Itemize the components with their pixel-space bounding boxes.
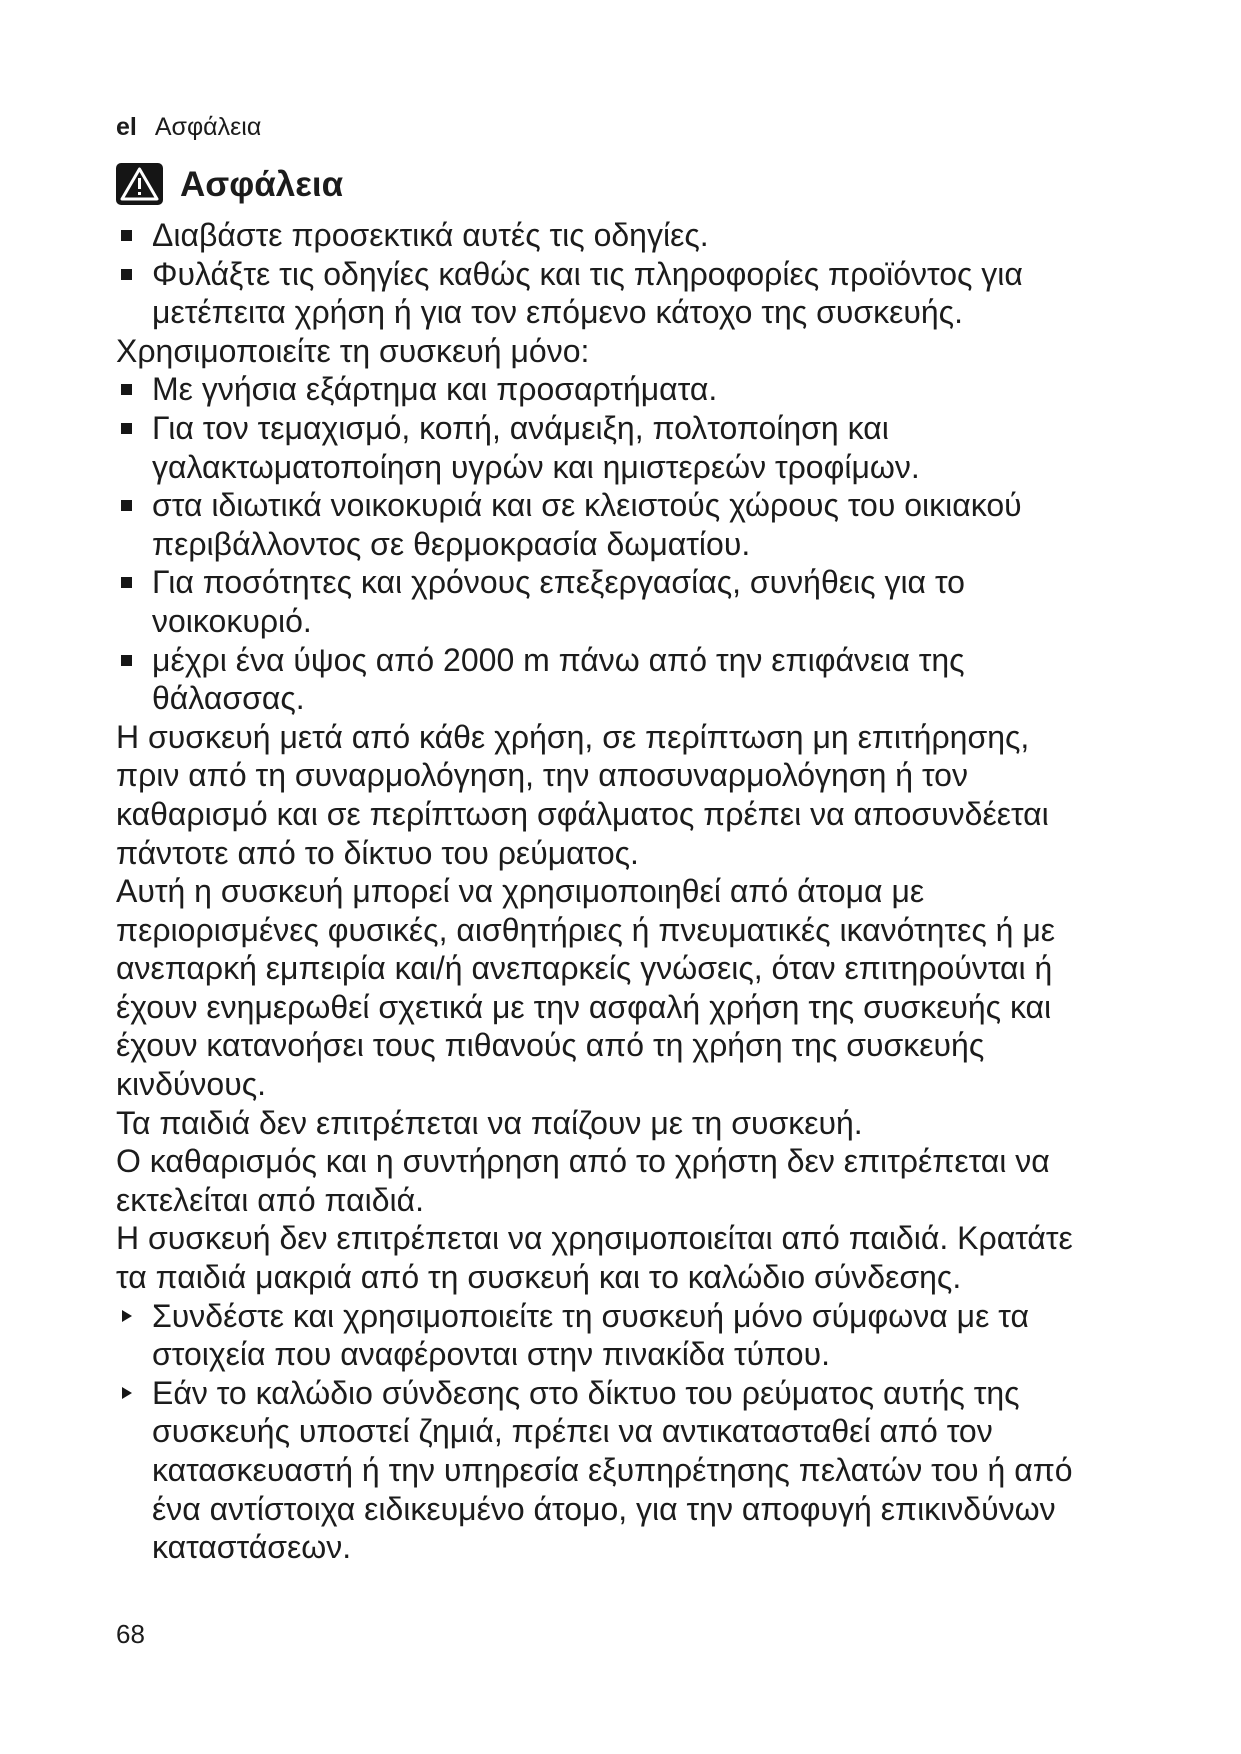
text-line: έχουν κατανοήσει τους πιθανούς από τη χρήση της συσκευής (116, 1027, 985, 1064)
text-line: μέχρι ένα ύψος από 2000 m πάνω από την επιφάνεια της (116, 641, 1176, 680)
instruction-item (116, 1297, 1176, 1374)
running-header (116, 112, 261, 142)
paragraph (116, 1219, 1176, 1296)
bullet-item (116, 216, 1176, 255)
text-line: περιορισμένες φυσικές, αισθητήριες ή πνευματικές ικανότητες ή με (116, 911, 1056, 948)
paragraph (116, 1104, 1176, 1143)
bullet-item (116, 641, 1176, 718)
warning-triangle-icon (116, 163, 163, 205)
text-line: καταστάσεων. (152, 1529, 352, 1566)
bullet-item (116, 255, 1176, 332)
text-line: καθαρισμό και σε περίπτωση σφάλματος πρέπει να αποσυνδέεται (116, 795, 1049, 832)
section-name: Ασφάλεια (154, 113, 262, 141)
square-bullet-icon (121, 500, 132, 511)
text-line: Εάν το καλώδιο σύνδεσης στο δίκτυο του ρεύματος αυτής της (116, 1374, 1176, 1413)
text-line: Η συσκευή μετά από κάθε χρήση, σε περίπτωση μη επιτήρησης, (116, 718, 1030, 755)
instruction-item (116, 1374, 1176, 1567)
text-line: Τα παιδιά δεν επιτρέπεται να παίζουν με τη συσκευή. (116, 1104, 863, 1141)
page-number: 68 (116, 1619, 145, 1649)
text-line: κινδύνους. (116, 1066, 267, 1103)
text-line: Ο καθαρισμός και η συντήρηση από το χρήστη δεν επιτρέπεται να (116, 1143, 1050, 1180)
text-line: γαλακτωματοποίηση υγρών και ημιστερεών τροφίμων. (152, 448, 920, 485)
square-bullet-icon (121, 384, 132, 395)
paragraph (116, 332, 1176, 371)
text-line: πάντοτε από το δίκτυο του ρεύματος. (116, 834, 639, 871)
text-line: στα ιδιωτικά νοικοκυριά και σε κλειστούς χώρους του οικιακού (116, 486, 1176, 525)
paragraph (116, 1142, 1176, 1219)
text-line: Φυλάξτε τις οδηγίες καθώς και τις πληροφορίες προϊόντος για (116, 255, 1176, 294)
text-line: στοιχεία που αναφέρονται στην πινακίδα τύπου. (152, 1336, 830, 1373)
text-line: Διαβάστε προσεκτικά αυτές τις οδηγίες. (116, 216, 1176, 255)
square-bullet-icon (121, 577, 132, 588)
bullet-item (116, 409, 1176, 486)
safety-content (116, 216, 1176, 1567)
text-line: κατασκευαστή ή την υπηρεσία εξυπηρέτησης πελατών του ή από (152, 1452, 1073, 1488)
paragraph (116, 872, 1176, 1104)
text-line: νοικοκυριό. (152, 602, 312, 639)
text-line: Αυτή η συσκευή μπορεί να χρησιμοποιηθεί από άτομα με (116, 873, 925, 910)
bullet-item (116, 486, 1176, 563)
text-line: Για τον τεμαχισμό, κοπή, ανάμειξη, πολτοποίηση και (116, 409, 1176, 448)
language-code: el (116, 113, 137, 141)
text-line: Για ποσότητες και χρόνους επεξεργασίας, συνήθεις για το (116, 563, 1176, 602)
text-line: Με γνήσια εξάρτημα και προσαρτήματα. (116, 370, 1176, 409)
text-line: περιβάλλοντος σε θερμοκρασία δωματίου. (152, 525, 751, 562)
text-line: πριν από τη συναρμολόγηση, την αποσυναρμολόγηση ή τον (116, 757, 968, 794)
paragraph (116, 718, 1176, 872)
text-line: μετέπειτα χρήση ή για τον επόμενο κάτοχο της συσκευής. (152, 294, 963, 331)
square-bullet-icon (121, 230, 132, 241)
text-line: θάλασσας. (152, 680, 305, 717)
text-line: εκτελείται από παιδιά. (116, 1181, 425, 1218)
text-line: Συνδέστε και χρησιμοποιείτε τη συσκευή μόνο σύμφωνα με τα (116, 1297, 1176, 1336)
text-line: έχουν ενημερωθεί σχετικά με την ασφαλή χρήση της συσκευής και (116, 988, 1052, 1025)
text-line: Χρησιμοποιείτε τη συσκευή μόνο: (116, 332, 590, 369)
square-bullet-icon (121, 269, 132, 280)
arrow-bullet-icon (122, 1387, 132, 1399)
page-title: Ασφάλεια (180, 165, 344, 204)
bullet-item (116, 563, 1176, 640)
text-line: Η συσκευή δεν επιτρέπεται να χρησιμοποιείται από παιδιά. Κρατάτε (116, 1220, 1073, 1257)
text-line: συσκευής υποστεί ζημιά, πρέπει να αντικατασταθεί από τον (152, 1413, 993, 1450)
text-line: ένα αντίστοιχα ειδικευμένο άτομο, για την αποφυγή επικινδύνων (152, 1490, 1056, 1527)
text-line: τα παιδιά μακριά από τη συσκευή και το καλώδιο σύνδεσης. (116, 1259, 962, 1296)
arrow-bullet-icon (122, 1310, 132, 1322)
square-bullet-icon (121, 655, 132, 666)
text-line: ανεπαρκή εμπειρία και/ή ανεπαρκείς γνώσεις, όταν επιτηρούνται ή (116, 950, 1053, 987)
bullet-item (116, 370, 1176, 409)
square-bullet-icon (121, 423, 132, 434)
